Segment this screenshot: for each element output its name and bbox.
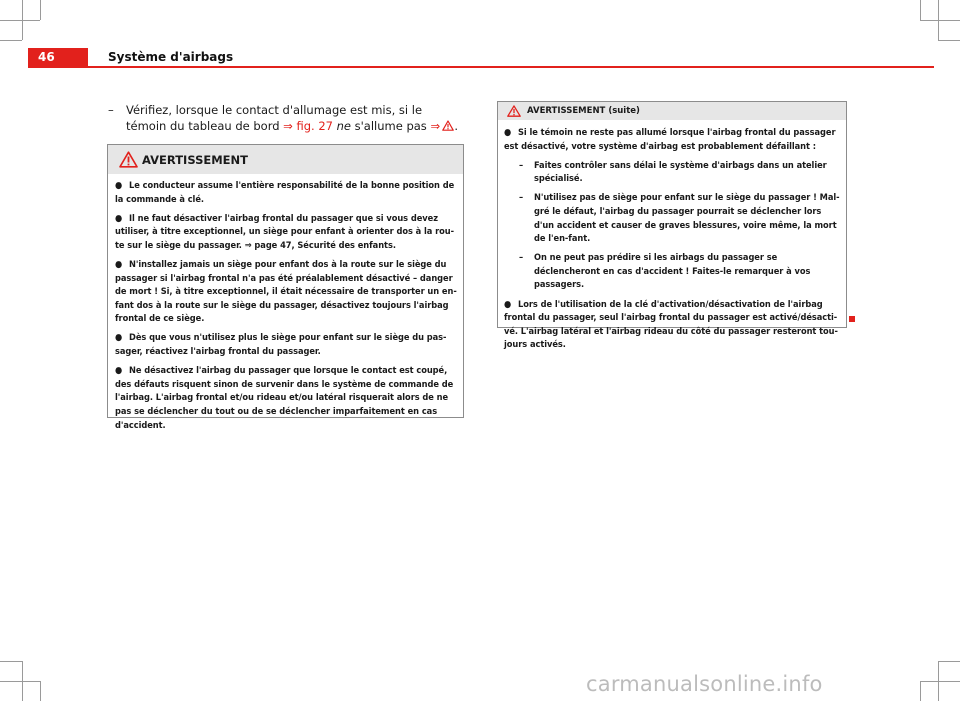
page-title: Système d'airbags bbox=[108, 50, 234, 64]
warning-paragraph: ● Il ne faut désactiver l'airbag frontal du passager que si vous devez utiliser, à titre exceptionnel, un siège pour enfant à orienter dos à la rou-te sur le siège du passager. ⇒ page 47, Sécurité des enfants. bbox=[115, 212, 455, 251]
warning-paragraph: ● Dès que vous n'utilisez plus le siège pour enfant sur le siège du pas-sager, réactivez l'airbag frontal du passager. bbox=[115, 332, 447, 358]
warning-paragraph: ● N'installez jamais un siège pour enfant dos à la route sur le siège du passager si l'airbag frontal n'a pas été préalablement désactivé – danger de mort ! Si, à titre exceptionnel, il était nécessaire de transporter un en-fant dos à la route sur le siège du passager, désactivez toujours l'airbag frontal de ce siège. bbox=[115, 258, 457, 325]
warning-paragraph: ● Ne désactivez l'airbag du passager que lorsque le contact est coupé, des défauts risquent sinon de survenir dans le système de commande de l'airbag. L'airbag frontal et/ou rideau et/ou latéral risquerait alors de ne pas se déclencher du tout ou de se déclencher imparfaitement en cas d'accident. bbox=[115, 365, 454, 431]
crop-mark bbox=[22, 0, 23, 40]
crop-mark bbox=[0, 40, 22, 41]
warning-paragraph: ● Lors de l'utilisation de la clé d'activation/désactivation de l'airbag frontal du passager, seul l'airbag frontal du passager est activé/désacti-vé. L'airbag latéral et l'airbag rideau du côté du passager resteront tou-jours activés. bbox=[504, 298, 838, 351]
page-number: 46 bbox=[38, 50, 55, 64]
warning-reference-link[interactable]: ⇒ bbox=[430, 119, 454, 133]
warning-box-continued bbox=[497, 101, 847, 351]
crop-mark bbox=[920, 0, 921, 20]
crop-mark bbox=[0, 661, 22, 662]
crop-mark bbox=[40, 681, 41, 701]
intro-text-end: s'allume pas bbox=[350, 119, 431, 133]
warning-box-header bbox=[108, 145, 463, 174]
crop-mark bbox=[938, 0, 939, 40]
warning-title: AVERTISSEMENT bbox=[142, 153, 249, 167]
warning-body bbox=[498, 120, 846, 352]
intro-text: Vérifiez, lorsque le contact d'allumage est mis, si le témoin du tableau de bord bbox=[126, 103, 423, 133]
warning-paragraph: ● Le conducteur assume l'entière responsabilité de la bonne position de la commande à clé. bbox=[115, 180, 455, 205]
warning-sub-item: – Faites contrôler sans délai le système d'airbags dans un atelier spécialisé. bbox=[519, 159, 827, 185]
warning-triangle-icon bbox=[119, 151, 138, 168]
crop-mark bbox=[920, 681, 960, 682]
warning-box bbox=[107, 144, 464, 431]
crop-mark bbox=[0, 20, 40, 21]
watermark: carmanualsonline.info bbox=[586, 672, 823, 696]
warning-body bbox=[108, 174, 463, 432]
header-rule bbox=[88, 66, 934, 68]
warning-triangle-icon bbox=[507, 105, 521, 117]
intro-ne: ne bbox=[336, 119, 351, 133]
crop-mark bbox=[938, 661, 960, 662]
warning-sub-item: – N'utilisez pas de siège pour enfant sur le siège du passager ! Mal-gré le défaut, l'airbag du passager pourrait se déclencher lors d'un accident et causer de graves blessures, voire même, la mort de l'en-fant. bbox=[519, 192, 840, 245]
list-dash: – bbox=[108, 103, 114, 117]
intro-instruction: – Vérifiez, lorsque le contact d'allumage est mis, si le témoin du tableau de bord ⇒ fig. 27 ne s'allume pas ⇒ . bbox=[108, 103, 459, 133]
crop-mark bbox=[920, 681, 921, 701]
warning-sub-item: – On ne peut pas prédire si les airbags du passager se déclencheront en cas d'accident ! Faites-le remarquer à vos passagers. bbox=[519, 252, 811, 291]
figure-reference-link[interactable]: ⇒ fig. 27 bbox=[283, 119, 333, 133]
warning-triangle-icon bbox=[442, 120, 454, 131]
crop-mark bbox=[0, 681, 40, 682]
crop-mark bbox=[938, 40, 960, 41]
warning-title: AVERTISSEMENT (suite) bbox=[527, 106, 640, 116]
crop-mark bbox=[40, 0, 41, 20]
section-end-marker bbox=[849, 316, 855, 322]
page-number-band bbox=[28, 48, 88, 68]
warning-paragraph: ● Si le témoin ne reste pas allumé lorsque l'airbag frontal du passager est désactivé, votre système d'airbag est probablement défaillant : bbox=[504, 127, 836, 152]
warning-box-header bbox=[498, 102, 846, 120]
crop-mark bbox=[920, 20, 960, 21]
